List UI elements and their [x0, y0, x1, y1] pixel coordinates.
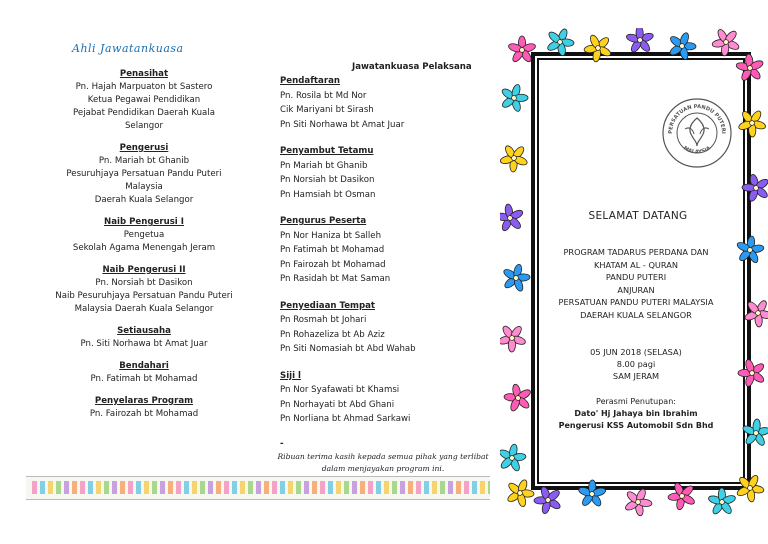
strip-cell [184, 481, 189, 494]
strip-cell [248, 481, 253, 494]
section-line: Pn Siti Nomasiah bt Abd Wahab [280, 344, 416, 354]
strip-cell [352, 481, 357, 494]
decorative-strip [26, 476, 490, 500]
strip-cell [424, 481, 429, 494]
section-line: Pn. Norsiah bt Dasikon [95, 278, 193, 288]
event-date: 05 JUN 2018 (SELASA) [590, 347, 682, 357]
pandu-puteri-logo [660, 96, 734, 170]
perasmi-block [536, 396, 736, 432]
section-line: Pn. Fatimah bt Mohamad [90, 374, 198, 384]
strip-cell [168, 481, 173, 494]
section-line: Pn Fairozah bt Mohamad [280, 259, 386, 270]
section-line: Pn. Fairozah bt Mohamad [89, 409, 199, 419]
section-line: Malaysia Daerah Kuala Selangor [74, 304, 214, 314]
event-details [536, 346, 736, 382]
thanks-line-2: dalam menjayakan program ini. [321, 464, 445, 473]
section-heading: Naib Pengerusi I [104, 217, 184, 227]
strip-cell [176, 481, 181, 494]
program-line: PERSATUAN PANDU PUTERI MALAYSIA [558, 297, 714, 307]
program-line: PROGRAM TADARUS PERDANA DAN [563, 247, 709, 257]
section-line: Pn Hamsiah bt Osman [280, 189, 376, 200]
strip-cell [480, 481, 485, 494]
section-heading: Siji l [280, 370, 301, 381]
strip-cell [304, 481, 309, 494]
section-heading: Penasihat [119, 69, 169, 79]
perasmi-label: Perasmi Penutupan: [596, 397, 676, 406]
strip-cell [288, 481, 293, 494]
section-heading: Penyediaan Tempat [280, 300, 376, 311]
section-heading: Pendaftaran [280, 76, 340, 86]
section-heading: Bendahari [119, 361, 169, 371]
strip-cell [432, 481, 437, 494]
strip-cell [136, 481, 141, 494]
section-heading: Setiausaha [117, 326, 171, 336]
strip-cell [472, 481, 477, 494]
strip-cell [120, 481, 125, 494]
flower-icon [621, 486, 655, 518]
strip-cell [464, 481, 469, 494]
strip-cell [328, 481, 333, 494]
ahli-jawatankuasa-title: Ahli Jawatankuasa [72, 42, 184, 55]
strip-cell [160, 481, 165, 494]
strip-cell [128, 481, 133, 494]
strip-cell [488, 481, 490, 494]
strip-cell [96, 481, 101, 494]
section-line: Pn. Siti Norhawa bt Amat Juar [80, 339, 208, 349]
strip-cell [72, 481, 77, 494]
section-line: Naib Pesuruhjaya Persatuan Pandu Puteri [55, 291, 233, 301]
strip-cell [456, 481, 461, 494]
svg-text:PERSATUAN PANDU PUTERI [668, 104, 726, 134]
strip-cell [80, 481, 85, 494]
section-line: Sekolah Agama Menengah Jeram [72, 243, 216, 253]
section-line: Pn Norsiah bt Dasikon [280, 175, 375, 185]
strip-cell [256, 481, 261, 494]
section-line: Pn Norliana bt Ahmad Sarkawi [280, 414, 411, 424]
strip-cell [32, 481, 37, 494]
section-line: Pengetua [123, 230, 165, 240]
perasmi-title: Pengerusi KSS Automobil Sdn Bhd [558, 421, 714, 430]
middle-committee-list [277, 74, 510, 475]
strip-cell [440, 481, 445, 494]
strip-cell [240, 481, 245, 494]
strip-cell [392, 481, 397, 494]
strip-cell [272, 481, 277, 494]
section-line: Ketua Pegawai Pendidikan [87, 95, 201, 105]
strip-cell [64, 481, 69, 494]
logo-top-text: PERSATUAN PANDU PUTERI [667, 103, 727, 134]
section-heading: Naib Pengerusi II [102, 265, 186, 275]
section-line: Pejabat Pendidikan Daerah Kuala [73, 108, 215, 118]
strip-cell [296, 481, 301, 494]
strip-cell [408, 481, 413, 494]
perasmi-name: Dato' Hj Jahaya bin Ibrahim [574, 409, 698, 418]
program-line: ANJURAN [617, 284, 655, 295]
program-line: PANDU PUTERI [605, 272, 667, 282]
logo-bottom-text: MALAYSIA [682, 145, 712, 156]
strip-cell [144, 481, 149, 494]
strip-cell [376, 481, 381, 494]
section-heading: Penyambut Tetamu [280, 146, 374, 156]
strip-cell [384, 481, 389, 494]
strip-cell [216, 481, 221, 494]
strip-cell [104, 481, 109, 494]
selamat-datang-heading: SELAMAT DATANG [588, 210, 688, 222]
strip-cell [336, 481, 341, 494]
left-committee-list [30, 68, 258, 421]
strip-cell [200, 481, 205, 494]
strip-cell [232, 481, 237, 494]
svg-text:MALAYSIA [682, 145, 712, 155]
strip-cell [448, 481, 453, 494]
section-line: Pn Mariah bt Ghanib [280, 160, 368, 171]
section-line: Selangor [124, 121, 164, 131]
strip-cell [112, 481, 117, 494]
section-line: Malaysia [125, 182, 163, 192]
section-line: Pn Fatimah bt Mohamad [280, 245, 385, 255]
program-block [536, 246, 736, 321]
event-time: 8.00 pagi [616, 359, 656, 369]
section-line: Pn Nor Haniza bt Salleh [280, 230, 382, 241]
section-heading: Pengurus Peserta [280, 216, 367, 226]
strip-cell [416, 481, 421, 494]
section-line: Pn Norhayati bt Abd Ghani [280, 399, 395, 410]
strip-cell [368, 481, 373, 494]
section-line: Pn. Hajah Marpuaton bt Sastero [75, 82, 213, 92]
section-line: Pn. Mariah bt Ghanib [98, 156, 190, 166]
dash-mark: - [280, 438, 284, 449]
thanks-line-1: Ribuan terima kasih kepada semua pihak yang terlibat [277, 452, 489, 461]
section-line: Pn. Rosila bt Md Nor [280, 90, 367, 101]
strip-cell [224, 481, 229, 494]
strip-cell [344, 481, 349, 494]
strip-cell [264, 481, 269, 494]
section-line: Pn Rohazeliza bt Ab Aziz [280, 329, 385, 340]
section-line: Cik Mariyani bt Sirash [280, 105, 374, 115]
strip-cell [40, 481, 45, 494]
event-venue: SAM JERAM [612, 371, 660, 381]
section-heading: Pengerusi [119, 143, 169, 153]
section-line: Daerah Kuala Selangor [94, 195, 194, 205]
strip-cell [48, 481, 53, 494]
section-line: Pn Rasidah bt Mat Saman [280, 274, 391, 284]
strip-cell [208, 481, 213, 494]
section-line: Pn Siti Norhawa bt Amat Juar [280, 119, 405, 130]
strip-cell [280, 481, 285, 494]
section-line: Pn Rosmah bt Johari [280, 315, 367, 325]
program-line: KHATAM AL - QURAN [594, 259, 678, 270]
strip-cell [400, 481, 405, 494]
strip-cell [312, 481, 317, 494]
strip-cell [56, 481, 61, 494]
section-line: Pn Nor Syafawati bt Khamsi [280, 385, 400, 395]
strip-cell [152, 481, 157, 494]
program-line: DAERAH KUALA SELANGOR [580, 309, 692, 320]
strip-cell [88, 481, 93, 494]
section-heading: Penyelaras Program [94, 396, 194, 406]
strip-cell [320, 481, 325, 494]
strip-cell [360, 481, 365, 494]
section-line: Pesuruhjaya Persatuan Pandu Puteri [66, 169, 222, 179]
strip-cell [192, 481, 197, 494]
jawatankuasa-pelaksana-title: Jawatankuasa Pelaksana [352, 62, 472, 72]
